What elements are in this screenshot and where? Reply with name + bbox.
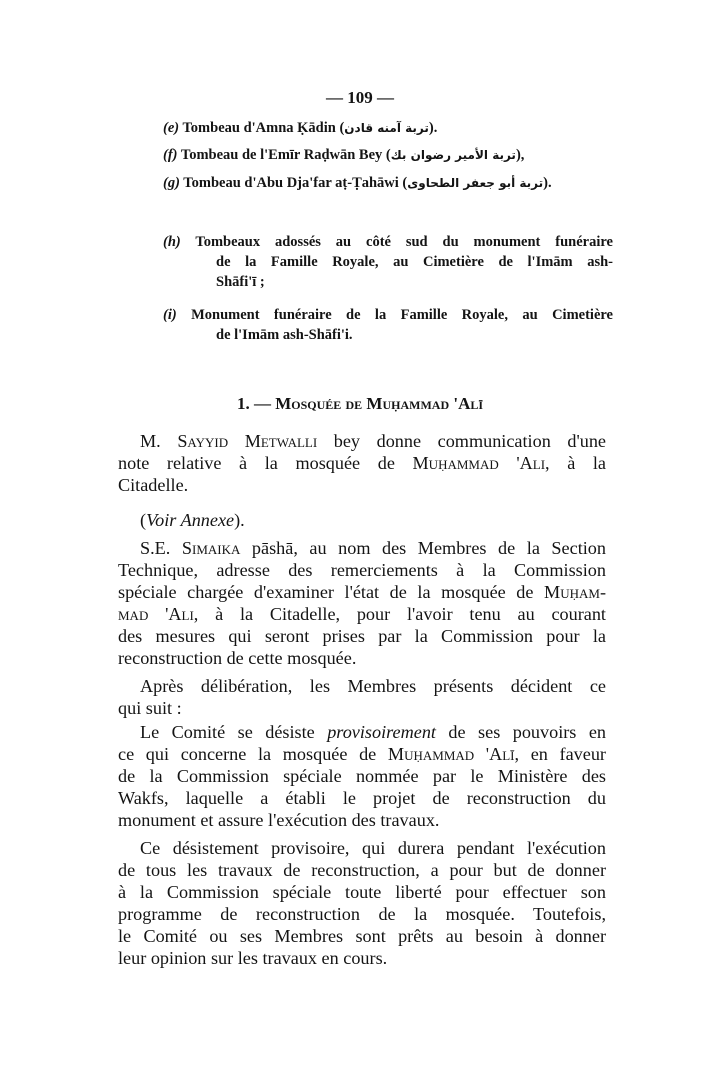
text-segment: Après délibération, les Membres présents décident ce: [140, 676, 606, 696]
arabic-text: تربة الأمير رضوان بك: [390, 148, 516, 162]
text-segment: pāshā, au nom des Membres de la Section: [240, 538, 606, 558]
text-segment: , en faveur: [514, 744, 606, 764]
text-segment: (: [140, 510, 147, 530]
text-segment: Tombeau de l'Emīr Raḍwān Bey (: [177, 147, 391, 163]
text-line: [118, 474, 606, 496]
paragraph: [118, 430, 606, 496]
text-line: [118, 809, 606, 831]
text-segment: Tombeau d'Amna Ḳādin (: [179, 120, 345, 136]
list-item: [163, 173, 613, 193]
text-segment: des mesures qui seront prises par la Commission pour la: [118, 626, 606, 646]
list-item: [163, 118, 613, 138]
italic-text: Voir Annexe: [146, 510, 235, 530]
paragraph: [118, 721, 606, 831]
text-segment: Wakfs, laquelle a établi le projet de reconstruction du: [118, 788, 606, 808]
italic-text: (i): [163, 307, 177, 323]
text-segment: note relative à la mosquée de: [118, 453, 413, 473]
text-segment: Citadelle.: [118, 475, 189, 495]
small-caps-name: Muḥammad 'Alī: [387, 744, 515, 764]
text-line: [163, 145, 613, 165]
paragraph: [118, 537, 606, 669]
text-line: [118, 765, 606, 787]
italic-text: provisoirement: [327, 722, 436, 742]
text-line: [118, 859, 606, 881]
text-segment: Le Comité se désiste: [140, 722, 328, 742]
text-segment: de la Commission spéciale nommée par le Ministère des: [118, 766, 606, 786]
page-number: — 109 —: [326, 88, 394, 107]
text-line: [118, 837, 606, 859]
text-line: [118, 647, 606, 669]
text-line: [118, 675, 606, 697]
text-line: [163, 325, 613, 345]
paragraph: [118, 837, 606, 969]
text-segment: spéciale chargée d'examiner l'état de la mosquée de: [118, 582, 545, 602]
text-segment: ).: [428, 120, 438, 136]
text-line: [118, 721, 606, 743]
list-item: [163, 232, 613, 292]
text-line: [163, 118, 613, 138]
text-line: [118, 452, 606, 474]
text-segment: Shāfi'ī ;: [216, 274, 265, 290]
text-segment: Monument funéraire de la Famille Royale, au Cimetière: [176, 307, 613, 323]
text-segment: Tombeaux adossés au côté sud du monument funéraire: [180, 234, 613, 250]
text-line: [118, 581, 606, 603]
paragraph: [118, 509, 606, 531]
text-segment: Ce désistement provisoire, qui durera pendant l'exécution: [140, 838, 606, 858]
text-line: [118, 625, 606, 647]
text-line: [163, 305, 613, 325]
text-line: [118, 509, 606, 531]
text-segment: de l'Imām ash-Shāfi'i.: [216, 327, 353, 343]
text-line: [118, 697, 606, 719]
text-segment: leur opinion sur les travaux en cours.: [118, 948, 388, 968]
list-item: [163, 145, 613, 165]
italic-text: (g): [163, 175, 180, 191]
small-caps-name: Muḥammad 'Ali: [412, 453, 546, 473]
text-line: [118, 881, 606, 903]
text-segment: programme de reconstruction de la mosquée. Toutefois,: [118, 904, 606, 924]
text-line: [163, 252, 613, 272]
text-line: [118, 743, 606, 765]
text-segment: à la Commission spéciale toute liberté pour effectuer son: [118, 882, 606, 902]
small-caps-name: Simaika: [181, 538, 241, 558]
text-segment: Technique, adresse des remerciements à la Commission: [118, 560, 606, 580]
text-segment: le Comité ou ses Membres sont prêts au besoin à donner: [118, 926, 606, 946]
text-line: [118, 903, 606, 925]
text-line: [118, 787, 606, 809]
italic-text: (h): [163, 234, 181, 250]
text-line: [163, 232, 613, 252]
text-segment: de tous les travaux de reconstruction, a pour but de donner: [118, 860, 606, 880]
text-line: [163, 272, 613, 292]
small-caps-name: Muḥam-: [544, 582, 606, 602]
text-segment: M.: [140, 431, 178, 451]
text-line: [163, 173, 613, 193]
text-line: [118, 537, 606, 559]
text-segment: reconstruction de cette mosquée.: [118, 648, 357, 668]
section-heading: [0, 394, 720, 414]
list-item: [163, 305, 613, 345]
text-segment: 1. —: [236, 394, 276, 413]
text-segment: ).: [234, 510, 245, 530]
text-segment: bey donne communication d'une: [317, 431, 606, 451]
text-line: [118, 925, 606, 947]
italic-text: (f): [163, 147, 178, 163]
text-segment: monument et assure l'exécution des travaux.: [118, 810, 440, 830]
paragraph: [118, 675, 606, 719]
text-segment: de ses pouvoirs en: [435, 722, 607, 742]
text-line: [118, 947, 606, 969]
text-segment: , à la: [545, 453, 607, 473]
text-segment: qui suit :: [118, 698, 182, 718]
small-caps-name: Sayyid Metwalli: [177, 431, 318, 451]
text-segment: S.E.: [140, 538, 182, 558]
arabic-text: تربة آمنه قادن: [344, 121, 429, 135]
text-segment: de la Famille Royale, au Cimetière de l'Imām ash-: [216, 254, 613, 270]
text-segment: Tombeau d'Abu Dja'far aṭ-Ṭahāwi (: [179, 175, 408, 191]
small-caps-name: mad 'Ali: [118, 604, 194, 624]
text-segment: ).: [543, 175, 552, 191]
text-line: [118, 559, 606, 581]
arabic-text: تربة أبو جعفر الطحاوى: [407, 176, 544, 190]
italic-text: (e): [163, 120, 180, 136]
text-segment: ce qui concerne la mosquée de: [118, 744, 388, 764]
text-segment: ),: [515, 147, 525, 163]
text-segment: , à la Citadelle, pour l'avoir tenu au courant: [193, 604, 606, 624]
text-line: [118, 430, 606, 452]
text-line: [118, 603, 606, 625]
small-caps-name: Mosquée de Muḥammad 'Alī: [275, 394, 484, 413]
